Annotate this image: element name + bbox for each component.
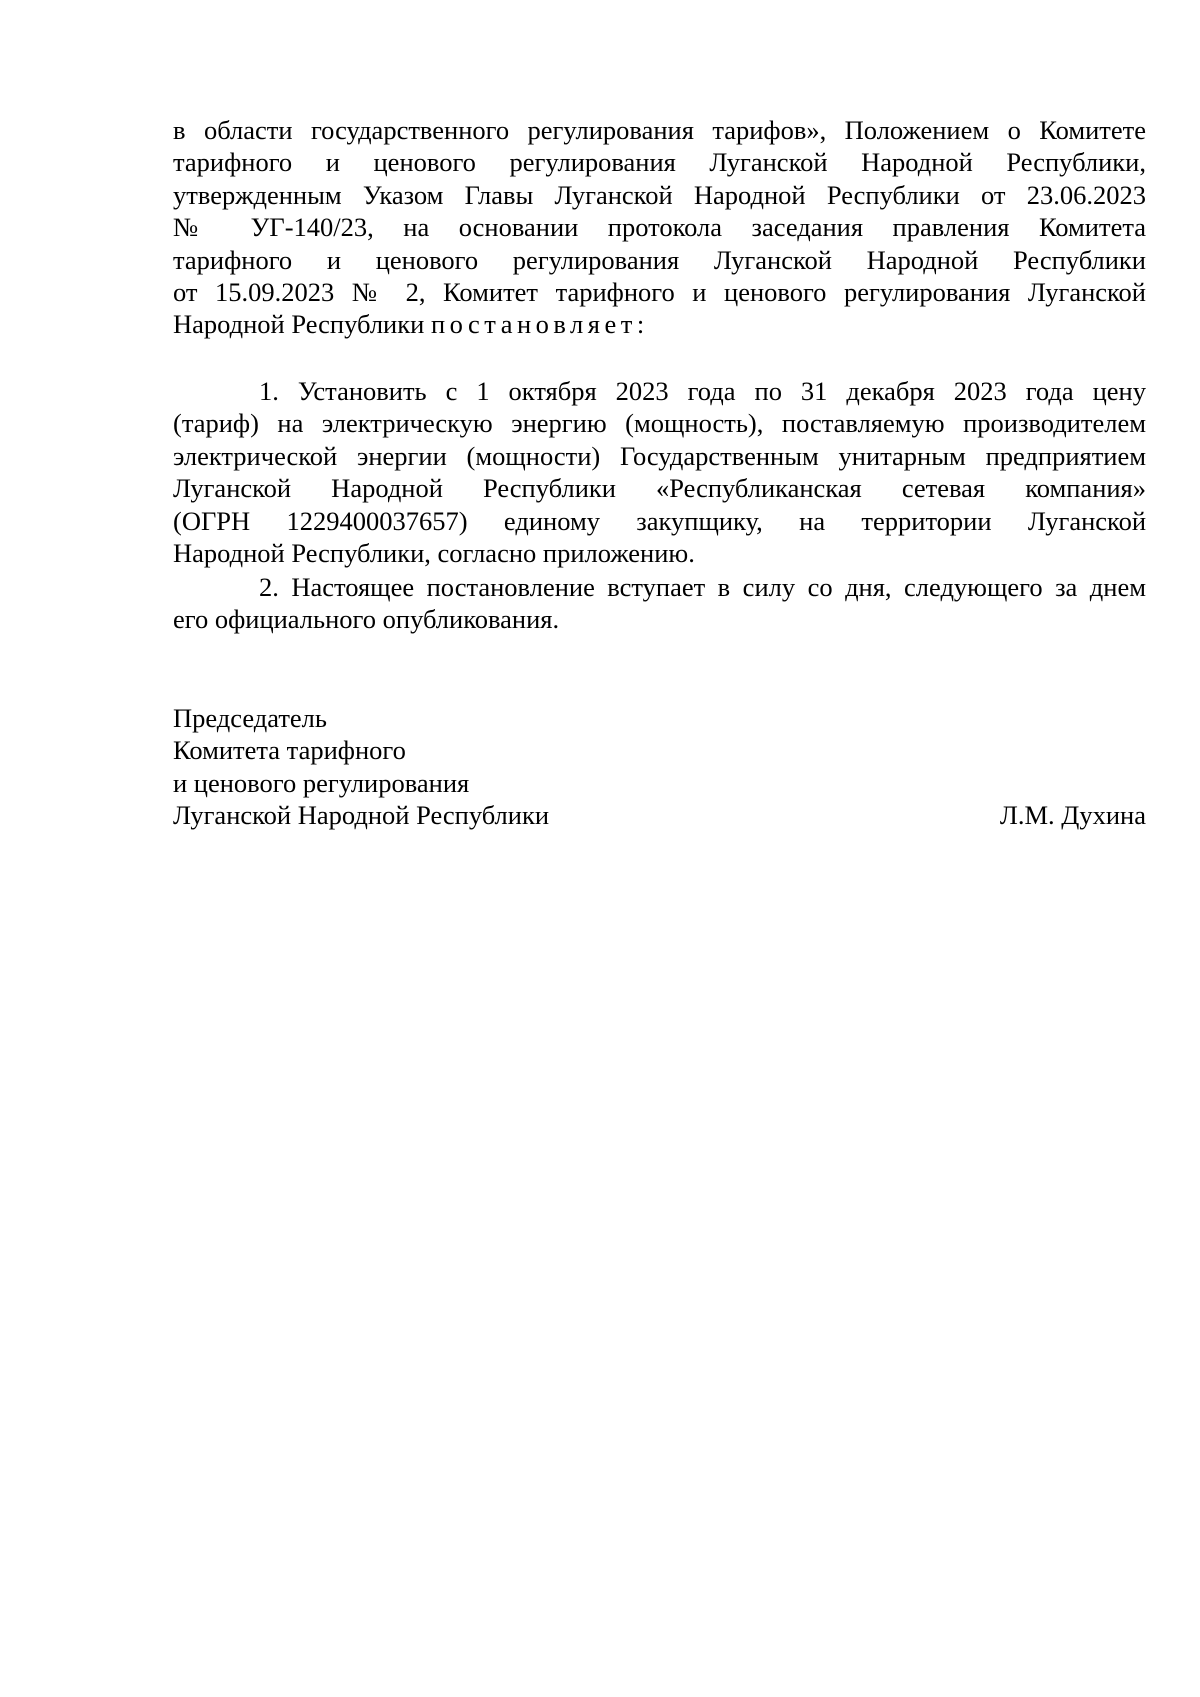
- clause-1-line: Луганской Народной Республики «Республиканская сетевая компания»: [173, 473, 1146, 504]
- preamble-line: от 15.09.2023 № 2, Комитет тарифного и ценового регулирования Луганской: [173, 276, 1146, 307]
- signatory-position-line: Председатель: [173, 703, 327, 733]
- preamble-line: тарифного и ценового регулирования Луганской Народной Республики,: [173, 147, 1146, 178]
- preamble-line: № УГ-140/23, на основании протокола заседания правления Комитета: [173, 212, 1146, 243]
- resolution-keyword: постановляет: [430, 309, 637, 340]
- preamble-line: тарифного и ценового регулирования Луганской Народной Республики: [173, 244, 1146, 275]
- clause-1-line: (ОГРН 1229400037657) единому закупщику, на территории Луганской: [173, 505, 1146, 536]
- preamble-line: в области государственного регулирования тарифов», Положением о Комитете: [173, 115, 1146, 145]
- signature-block: [173, 702, 1146, 832]
- preamble-paragraph: [173, 114, 1146, 341]
- preamble-line: утвержденным Указом Главы Луганской Народной Республики от 23.06.2023: [173, 179, 1146, 210]
- clause-2-line: 2. Настоящее постановление вступает в силу со дня, следующего за днем: [259, 572, 1146, 602]
- clause-1-line: электрической энергии (мощности) Государственным унитарным предприятием: [173, 440, 1146, 471]
- clause-2: [173, 571, 1146, 636]
- preamble-last-line-prefix: Народной Республики: [173, 309, 431, 340]
- preamble-last-line: [173, 308, 1146, 340]
- clause-1-last-line: Народной Республики, согласно приложению.: [173, 537, 695, 568]
- signatory-name: Л.М. Духина: [999, 800, 1146, 830]
- clause-1-line: 1. Установить с 1 октября 2023 года по 31 декабря 2023 года цену: [259, 376, 1146, 406]
- signatory-position-line: Комитета тарифного: [173, 735, 406, 766]
- clause-1: [173, 375, 1146, 569]
- resolution-colon: :: [636, 309, 645, 340]
- signatory-position-line: и ценового регулирования: [173, 767, 470, 798]
- signatory-position-line: Луганской Народной Республики: [173, 800, 550, 831]
- clause-2-last-line: его официального опубликования.: [173, 604, 560, 635]
- clause-1-line: (тариф) на электрическую энергию (мощность), поставляемую производителем: [173, 408, 1146, 439]
